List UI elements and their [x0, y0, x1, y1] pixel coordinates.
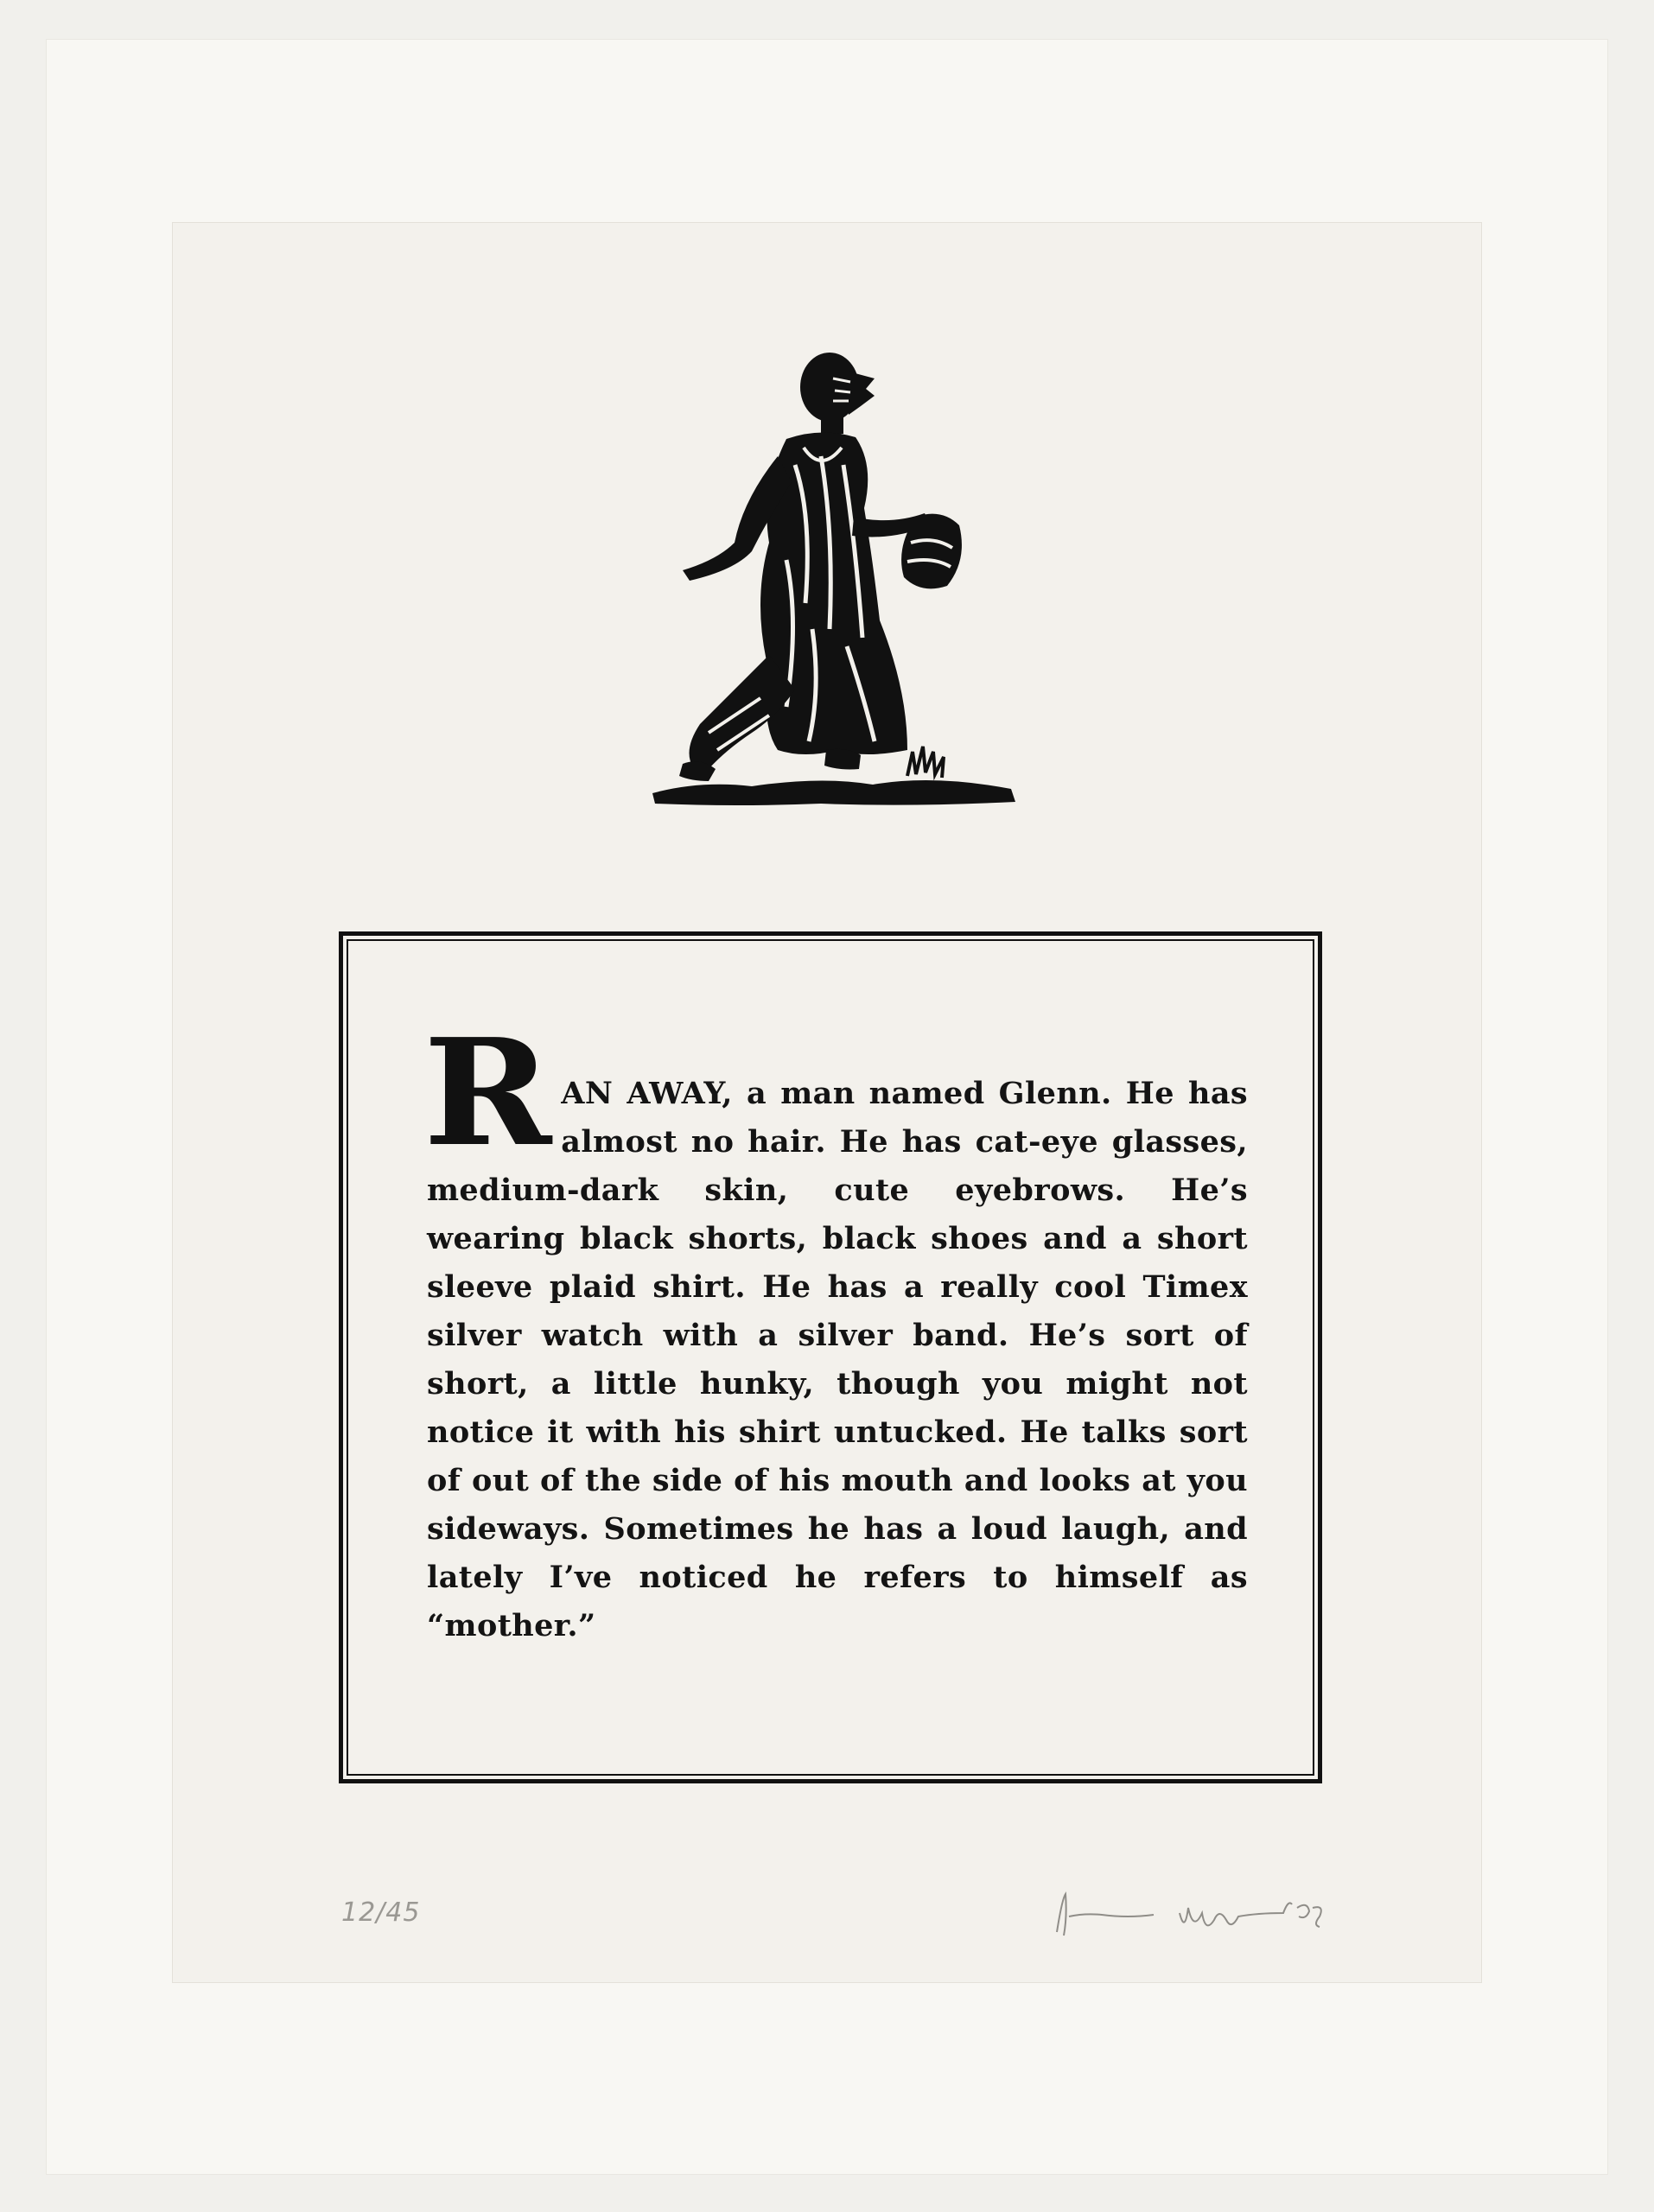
artist-signature — [1050, 1882, 1326, 1942]
edition-number: 12/45 — [341, 1897, 421, 1928]
drop-cap: R — [423, 1007, 552, 1179]
runaway-notice — [423, 1007, 1248, 1650]
notice-body-text: AN AWAY, a man named Glenn. He has almost no hair. He has cat-eye glasses, medium-dark skin, cute eyebrows. He’s wearing black shorts, black shoes and a short sleeve plaid shirt. He has a really cool Timex silver watch with a silver band. He’s sort of short, a little hunky, though you might not notice it with his shirt untucked. He talks sort of out of the side of his mouth and looks at you sideways. Sometimes he has a loud laugh, and lately I’ve noticed he refers to himself as “mother.” — [427, 1076, 1248, 1643]
woodcut-running-figure-icon — [648, 344, 1020, 810]
